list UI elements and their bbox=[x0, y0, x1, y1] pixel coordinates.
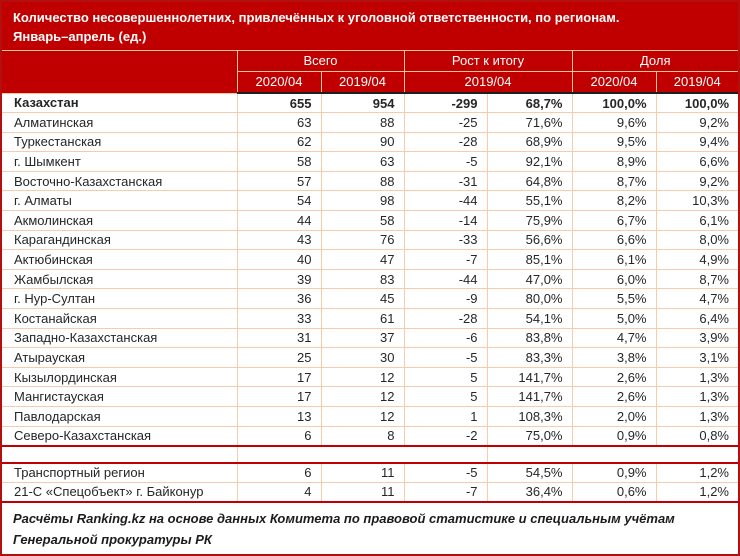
value-cell: 141,7% bbox=[487, 387, 572, 407]
value-cell: 5 bbox=[404, 367, 487, 387]
value-cell: 56,6% bbox=[487, 230, 572, 250]
region-cell: Туркестанская bbox=[2, 132, 237, 152]
value-cell: -5 bbox=[404, 152, 487, 172]
region-cell: Актюбинская bbox=[2, 250, 237, 270]
table-row bbox=[2, 132, 738, 152]
value-cell: 5,5% bbox=[572, 289, 656, 309]
table-row bbox=[2, 309, 738, 329]
value-cell: 9,2% bbox=[656, 113, 738, 133]
value-cell: 71,6% bbox=[487, 113, 572, 133]
value-cell: 45 bbox=[321, 289, 404, 309]
value-cell: 6,7% bbox=[572, 211, 656, 231]
table-row bbox=[2, 230, 738, 250]
region-cell: Костанайская bbox=[2, 309, 237, 329]
value-cell: 83,8% bbox=[487, 328, 572, 348]
table-row bbox=[2, 426, 738, 446]
value-cell: 90 bbox=[321, 132, 404, 152]
column-group-growth: Рост к итогу bbox=[404, 51, 572, 71]
value-cell: 37 bbox=[321, 328, 404, 348]
value-cell: 31 bbox=[237, 328, 321, 348]
report-title bbox=[2, 2, 738, 51]
value-cell: 8,7% bbox=[572, 171, 656, 191]
value-cell: 8 bbox=[321, 426, 404, 446]
value-cell: 141,7% bbox=[487, 367, 572, 387]
table-row bbox=[2, 113, 738, 133]
value-cell: -14 bbox=[404, 211, 487, 231]
region-cell: г. Нур-Султан bbox=[2, 289, 237, 309]
table-row bbox=[2, 387, 738, 407]
value-cell: 4,7% bbox=[656, 289, 738, 309]
table-row bbox=[2, 407, 738, 427]
value-cell: 8,0% bbox=[656, 230, 738, 250]
region-cell: 21-С «Спецобъект» г. Байконур bbox=[2, 482, 237, 502]
value-cell: 88 bbox=[321, 113, 404, 133]
value-cell: 108,3% bbox=[487, 407, 572, 427]
value-cell: 6 bbox=[237, 426, 321, 446]
value-cell: 3,8% bbox=[572, 348, 656, 368]
table-row bbox=[2, 191, 738, 211]
table-row bbox=[2, 482, 738, 502]
value-cell: 5,0% bbox=[572, 309, 656, 329]
table-row bbox=[2, 152, 738, 172]
value-cell: 13 bbox=[237, 407, 321, 427]
region-cell: Транспортный регион bbox=[2, 463, 237, 483]
value-cell: -5 bbox=[404, 348, 487, 368]
value-cell: 61 bbox=[321, 309, 404, 329]
value-cell: 47 bbox=[321, 250, 404, 270]
value-cell: 4,7% bbox=[572, 328, 656, 348]
table-row bbox=[2, 328, 738, 348]
value-cell: 2,0% bbox=[572, 407, 656, 427]
main-rows-section bbox=[2, 93, 738, 446]
value-cell: 11 bbox=[321, 482, 404, 502]
value-cell: 85,1% bbox=[487, 250, 572, 270]
value-cell: 10,3% bbox=[656, 191, 738, 211]
report-title-line2: Январь–апрель (ед.) bbox=[13, 29, 147, 44]
value-cell: 8,7% bbox=[656, 269, 738, 289]
value-cell: -2 bbox=[404, 426, 487, 446]
value-cell: -6 bbox=[404, 328, 487, 348]
value-cell: 83,3% bbox=[487, 348, 572, 368]
value-cell: 12 bbox=[321, 407, 404, 427]
value-cell: 0,9% bbox=[572, 463, 656, 483]
value-cell: 6,4% bbox=[656, 309, 738, 329]
value-cell: 54,5% bbox=[487, 463, 572, 483]
value-cell: 0,8% bbox=[656, 426, 738, 446]
subcol-total-2020: 2020/04 bbox=[237, 71, 321, 93]
value-cell: 6 bbox=[237, 463, 321, 483]
value-cell: -28 bbox=[404, 132, 487, 152]
value-cell: 100,0% bbox=[572, 93, 656, 113]
region-cell: Мангистауская bbox=[2, 387, 237, 407]
region-cell: Восточно-Казахстанская bbox=[2, 171, 237, 191]
value-cell: 9,5% bbox=[572, 132, 656, 152]
regions-table bbox=[2, 51, 738, 503]
value-cell: 98 bbox=[321, 191, 404, 211]
value-cell: 58 bbox=[237, 152, 321, 172]
value-cell: 5 bbox=[404, 387, 487, 407]
value-cell: 4,9% bbox=[656, 250, 738, 270]
separator-row bbox=[2, 446, 738, 463]
value-cell: 64,8% bbox=[487, 171, 572, 191]
value-cell: 47,0% bbox=[487, 269, 572, 289]
report-title-line1: Количество несовершеннолетних, привлечённых к уголовной ответственности, по регионам. bbox=[13, 10, 620, 25]
region-cell: Карагандинская bbox=[2, 230, 237, 250]
table-row bbox=[2, 367, 738, 387]
region-column-header bbox=[2, 51, 237, 93]
value-cell: 75,0% bbox=[487, 426, 572, 446]
value-cell: 8,2% bbox=[572, 191, 656, 211]
value-cell: 17 bbox=[237, 367, 321, 387]
value-cell: -25 bbox=[404, 113, 487, 133]
value-cell: 63 bbox=[237, 113, 321, 133]
value-cell: -44 bbox=[404, 191, 487, 211]
subcol-share-2019: 2019/04 bbox=[656, 71, 738, 93]
value-cell: 76 bbox=[321, 230, 404, 250]
source-note-line1: Расчёты Ranking.kz на основе данных Комитета по правовой статистике и специальным учётам bbox=[13, 510, 675, 526]
value-cell: 12 bbox=[321, 367, 404, 387]
value-cell: 100,0% bbox=[656, 93, 738, 113]
value-cell: 3,9% bbox=[656, 328, 738, 348]
value-cell: 2,6% bbox=[572, 387, 656, 407]
source-note-line2: Генеральной прокуратуры РК bbox=[13, 531, 212, 547]
region-cell: г. Алматы bbox=[2, 191, 237, 211]
value-cell: -7 bbox=[404, 250, 487, 270]
value-cell: 9,4% bbox=[656, 132, 738, 152]
value-cell: -7 bbox=[404, 482, 487, 502]
subcol-growth-2019: 2019/04 bbox=[404, 71, 572, 93]
value-cell: 33 bbox=[237, 309, 321, 329]
value-cell: 75,9% bbox=[487, 211, 572, 231]
value-cell: 655 bbox=[237, 93, 321, 113]
value-cell: 1,2% bbox=[656, 482, 738, 502]
value-cell: 1,3% bbox=[656, 367, 738, 387]
value-cell: 36 bbox=[237, 289, 321, 309]
value-cell: 62 bbox=[237, 132, 321, 152]
value-cell: -299 bbox=[404, 93, 487, 113]
value-cell: 1,2% bbox=[656, 463, 738, 483]
value-cell: 8,9% bbox=[572, 152, 656, 172]
region-cell: Алматинская bbox=[2, 113, 237, 133]
value-cell: 6,6% bbox=[572, 230, 656, 250]
value-cell: 1,3% bbox=[656, 387, 738, 407]
region-cell: Павлодарская bbox=[2, 407, 237, 427]
value-cell: -28 bbox=[404, 309, 487, 329]
value-cell: 0,6% bbox=[572, 482, 656, 502]
value-cell: -33 bbox=[404, 230, 487, 250]
value-cell: 54,1% bbox=[487, 309, 572, 329]
value-cell: 88 bbox=[321, 171, 404, 191]
source-note bbox=[2, 503, 738, 550]
table-row bbox=[2, 348, 738, 368]
table-row bbox=[2, 211, 738, 231]
table-row bbox=[2, 171, 738, 191]
table-row bbox=[2, 463, 738, 483]
value-cell: 954 bbox=[321, 93, 404, 113]
subcol-total-2019: 2019/04 bbox=[321, 71, 404, 93]
table-row bbox=[2, 93, 738, 113]
value-cell: -31 bbox=[404, 171, 487, 191]
value-cell: 92,1% bbox=[487, 152, 572, 172]
extra-rows-section bbox=[2, 463, 738, 502]
value-cell: 58 bbox=[321, 211, 404, 231]
value-cell: 40 bbox=[237, 250, 321, 270]
region-cell: Кызылординская bbox=[2, 367, 237, 387]
value-cell: 9,6% bbox=[572, 113, 656, 133]
region-cell: г. Шымкент bbox=[2, 152, 237, 172]
table-row bbox=[2, 250, 738, 270]
value-cell: 4 bbox=[237, 482, 321, 502]
value-cell: 30 bbox=[321, 348, 404, 368]
value-cell: 43 bbox=[237, 230, 321, 250]
value-cell: 54 bbox=[237, 191, 321, 211]
value-cell: -9 bbox=[404, 289, 487, 309]
value-cell: 6,0% bbox=[572, 269, 656, 289]
region-cell: Северо-Казахстанская bbox=[2, 426, 237, 446]
value-cell: 6,1% bbox=[572, 250, 656, 270]
value-cell: 36,4% bbox=[487, 482, 572, 502]
value-cell: 68,9% bbox=[487, 132, 572, 152]
value-cell: 57 bbox=[237, 171, 321, 191]
subcol-share-2020: 2020/04 bbox=[572, 71, 656, 93]
value-cell: 11 bbox=[321, 463, 404, 483]
column-group-share: Доля bbox=[572, 51, 738, 71]
region-cell: Западно-Казахстанская bbox=[2, 328, 237, 348]
value-cell: 2,6% bbox=[572, 367, 656, 387]
value-cell: 17 bbox=[237, 387, 321, 407]
table-header bbox=[2, 51, 738, 93]
value-cell: 6,1% bbox=[656, 211, 738, 231]
table-row bbox=[2, 289, 738, 309]
value-cell: 83 bbox=[321, 269, 404, 289]
value-cell: 1 bbox=[404, 407, 487, 427]
value-cell: 12 bbox=[321, 387, 404, 407]
value-cell: 39 bbox=[237, 269, 321, 289]
table-row bbox=[2, 269, 738, 289]
column-group-row bbox=[2, 51, 738, 71]
value-cell: -44 bbox=[404, 269, 487, 289]
value-cell: 63 bbox=[321, 152, 404, 172]
value-cell: 44 bbox=[237, 211, 321, 231]
region-cell: Акмолинская bbox=[2, 211, 237, 231]
value-cell: 80,0% bbox=[487, 289, 572, 309]
value-cell: 55,1% bbox=[487, 191, 572, 211]
value-cell: 0,9% bbox=[572, 426, 656, 446]
region-cell: Атырауская bbox=[2, 348, 237, 368]
value-cell: -5 bbox=[404, 463, 487, 483]
value-cell: 6,6% bbox=[656, 152, 738, 172]
value-cell: 68,7% bbox=[487, 93, 572, 113]
value-cell: 3,1% bbox=[656, 348, 738, 368]
region-cell: Казахстан bbox=[2, 93, 237, 113]
region-cell: Жамбылская bbox=[2, 269, 237, 289]
separator-section bbox=[2, 446, 738, 463]
value-cell: 9,2% bbox=[656, 171, 738, 191]
column-group-total: Всего bbox=[237, 51, 404, 71]
value-cell: 1,3% bbox=[656, 407, 738, 427]
value-cell: 25 bbox=[237, 348, 321, 368]
